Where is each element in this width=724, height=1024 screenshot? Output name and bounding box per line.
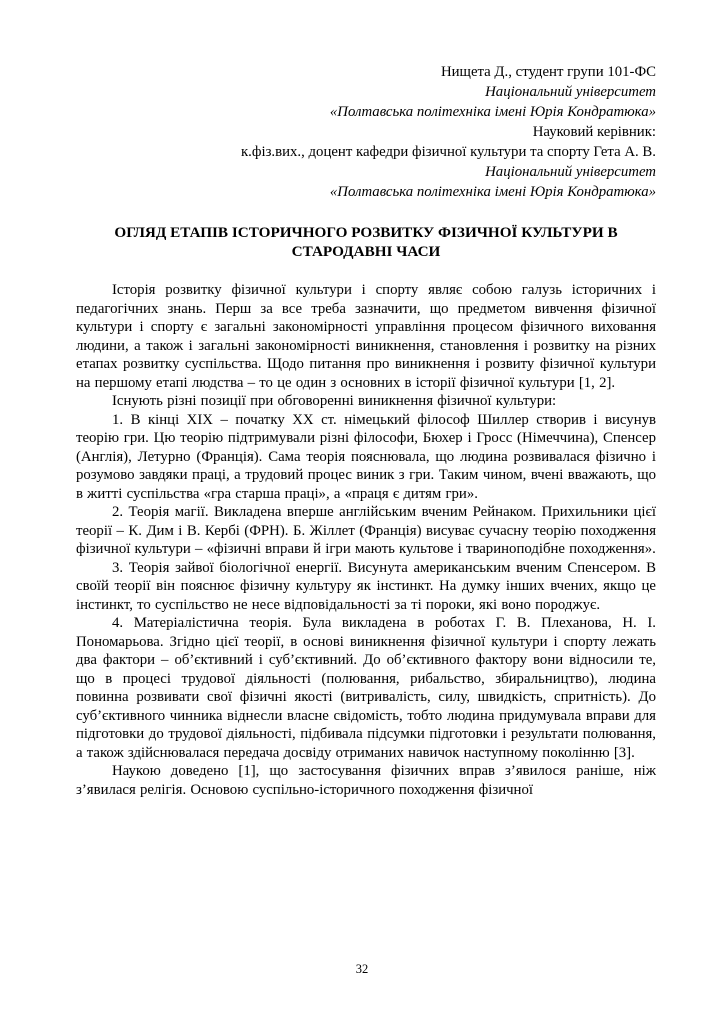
paragraph-theory-2: 2. Теорія магії. Викладена вперше англійським вченим Рейнаком. Прихильники цієї теорії – К. Дим і В. Кербі (ФРН). Б. Жіллет (Франція) висуває сучасну теорію походження фізичної культури – «фізичні вправи й ігри мають культове і твариноподібне походження». — [76, 504, 656, 557]
author-affiliation-block — [76, 62, 656, 202]
article-body — [76, 281, 656, 799]
supervisor-line: к.фіз.вих., доцент кафедри фізичної культури та спорту Гета А. В. — [240, 144, 656, 160]
author-line: Нищета Д., студент групи 101-ФС — [440, 64, 656, 80]
supervisor-label: Науковий керівник: — [532, 124, 656, 140]
paragraph-theory-4: 4. Матеріалістична теорія. Була викладена в роботах Г. В. Плеханова, Н. І. Пономарьова. Згідно цієї теорії, в основі виникнення фізичної культури і спорту лежать два фактори – об’єктивний і суб’єктивний. До об’єктивного фактору вони відносили те, що в процесі трудової діяльності (полювання, рибальство, збиральництво), людина повинна розвивати свої фізичні якості (витривалість, силу, швидкість, спритність). До суб’єктивного чинника віднесли власне свідомість, тобто людина придумувала вправи для підготовки до трудової діяльності, підбивала підсумки підготовки і результати полювання, а також здійснювалася передача досвіду отриманих навичок наступному поколінню [3]. — [76, 615, 656, 761]
affiliation-institution-line: «Полтавська політехніка імені Юрія Кондратюка» — [329, 104, 656, 120]
page-title: ОГЛЯД ЕТАПІВ ІСТОРИЧНОГО РОЗВИТКУ ФІЗИЧНОЇ КУЛЬТУРИ В СТАРОДАВНІ ЧАСИ — [114, 224, 618, 260]
paragraph-intro: Історія розвитку фізичної культури і спорту являє собою галузь історичних і педагогічних знань. Перш за все треба зазначити, що предметом вивчення фізичної культури і спорту є загальні закономірності управління процесом фізичного виховання людини, а також і загальні закономірності виникнення, становлення і розвитку на різних етапах розвитку суспільства. Щодо питання про виникнення і розвиту фізичної культури на першому етапі людства – то це один з основних в історії фізичної культури [1, 2]. — [76, 282, 656, 391]
page-number: 32 — [355, 962, 369, 976]
paragraph-positions: Існують різні позиції при обговоренні виникнення фізичної культури: — [112, 393, 557, 409]
paragraph-theory-3: 3. Теорія зайвої біологічної енергії. Висунута американським вченим Спенсером. В своїй теорії він пояснює фізичну культуру як інстинкт. На думку інших вчених, якщо це інстинкт, то суспільство не несе відповідальності за ті пороки, які воно породжує. — [76, 559, 656, 613]
paragraph-theory-1: 1. В кінці ХІХ – початку ХХ ст. німецький філософ Шиллер створив і висунув теорію гри. Цю теорію підтримували різні філософи, Бюхер і Гросс (Німеччина), Спенсер (Англія), Летурно (Франція). Сама теорія пояснювала, що людина розвивалася фізично і розумово завдяки праці, а трудовий процес виник з гри. Таким чином, вчені вважають, що в житті суспільства «гра старша праці», а «праця є дитям гри». — [76, 411, 656, 502]
affiliation-university-line: Національний університет — [485, 84, 656, 100]
supervisor-institution-line: «Полтавська політехніка імені Юрія Кондратюка» — [329, 184, 656, 200]
paragraph-conclusion: Наукою доведено [1], що застосування фізичних вправ з’явилося раніше, ніж з’явилася релігія. Основою суспільно-історичного походження фізичної — [76, 763, 656, 798]
supervisor-university-line: Національний університет — [485, 164, 656, 180]
